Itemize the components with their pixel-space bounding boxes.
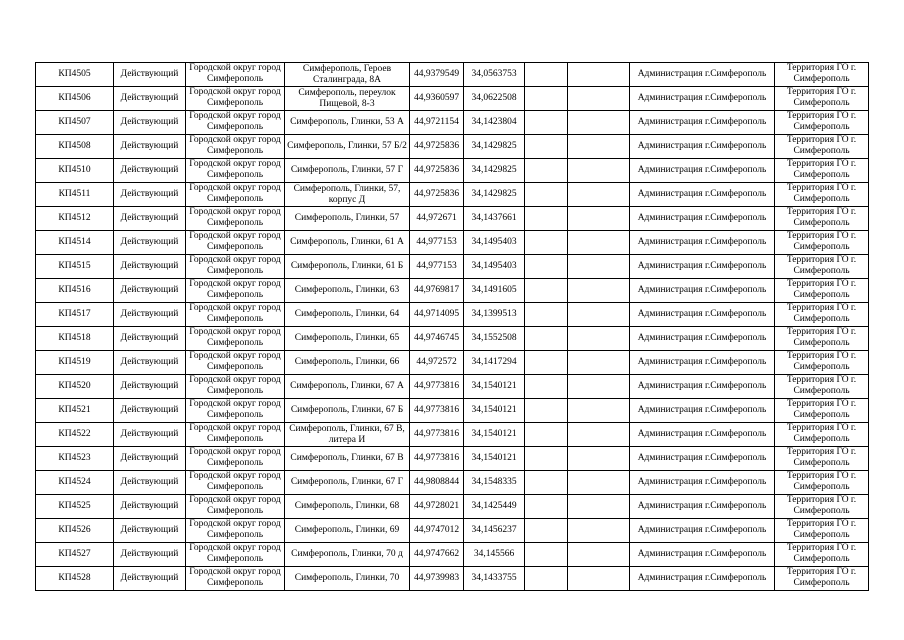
empty-cell <box>568 543 630 567</box>
address-cell: Симферополь, Глинки, 57 Г <box>285 159 410 183</box>
longitude-cell: 34,0622508 <box>464 87 525 111</box>
longitude-cell: 34,1495403 <box>464 231 525 255</box>
municipality-cell: Городской округ город Симферополь <box>186 87 285 111</box>
code-cell: КП4521 <box>36 399 114 423</box>
empty-cell <box>568 567 630 591</box>
longitude-cell: 34,1429825 <box>464 159 525 183</box>
status-cell: Действующий <box>114 447 186 471</box>
latitude-cell: 44,9725836 <box>410 135 464 159</box>
code-cell: КП4510 <box>36 159 114 183</box>
address-cell: Симферополь, Глинки, 67 Б <box>285 399 410 423</box>
code-cell: КП4524 <box>36 471 114 495</box>
address-cell: Симферополь, Глинки, 67 В, литера И <box>285 423 410 447</box>
authority-cell: Администрация г.Симферополь <box>630 447 775 471</box>
empty-cell <box>568 519 630 543</box>
empty-cell <box>525 375 568 399</box>
municipality-cell: Городской округ город Симферополь <box>186 543 285 567</box>
empty-cell <box>568 471 630 495</box>
code-cell: КП4507 <box>36 111 114 135</box>
latitude-cell: 44,9773816 <box>410 399 464 423</box>
address-cell: Симферополь, Глинки, 66 <box>285 351 410 375</box>
latitude-cell: 44,9721154 <box>410 111 464 135</box>
municipality-cell: Городской округ город Симферополь <box>186 471 285 495</box>
status-cell: Действующий <box>114 567 186 591</box>
territory-cell: Территория ГО г. Симферополь <box>775 471 869 495</box>
table-row <box>36 519 869 543</box>
address-cell: Симферополь, Глинки, 68 <box>285 495 410 519</box>
address-cell: Симферополь, Глинки, 67 Г <box>285 471 410 495</box>
municipality-cell: Городской округ город Симферополь <box>186 447 285 471</box>
table-row <box>36 111 869 135</box>
longitude-cell: 34,1548335 <box>464 471 525 495</box>
latitude-cell: 44,977153 <box>410 255 464 279</box>
table-row <box>36 567 869 591</box>
status-cell: Действующий <box>114 519 186 543</box>
code-cell: КП4512 <box>36 207 114 231</box>
municipality-cell: Городской округ город Симферополь <box>186 375 285 399</box>
authority-cell: Администрация г.Симферополь <box>630 567 775 591</box>
address-cell: Симферополь, Героев Сталинграда, 8А <box>285 63 410 87</box>
authority-cell: Администрация г.Симферополь <box>630 87 775 111</box>
territory-cell: Территория ГО г. Симферополь <box>775 159 869 183</box>
address-cell: Симферополь, Глинки, 61 А <box>285 231 410 255</box>
authority-cell: Администрация г.Симферополь <box>630 303 775 327</box>
municipality-cell: Городской округ город Симферополь <box>186 279 285 303</box>
territory-cell: Территория ГО г. Симферополь <box>775 327 869 351</box>
status-cell: Действующий <box>114 303 186 327</box>
table-row <box>36 375 869 399</box>
authority-cell: Администрация г.Симферополь <box>630 543 775 567</box>
latitude-cell: 44,972572 <box>410 351 464 375</box>
table-row <box>36 351 869 375</box>
empty-cell <box>568 375 630 399</box>
address-cell: Симферополь, Глинки, 57 Б/2 <box>285 135 410 159</box>
empty-cell <box>525 423 568 447</box>
code-cell: КП4516 <box>36 279 114 303</box>
municipality-cell: Городской округ город Симферополь <box>186 399 285 423</box>
empty-cell <box>525 471 568 495</box>
table-row <box>36 87 869 111</box>
municipality-cell: Городской округ город Симферополь <box>186 567 285 591</box>
table-row <box>36 303 869 327</box>
status-cell: Действующий <box>114 159 186 183</box>
empty-cell <box>568 231 630 255</box>
address-cell: Симферополь, Глинки, 70 д <box>285 543 410 567</box>
territory-cell: Территория ГО г. Симферополь <box>775 375 869 399</box>
latitude-cell: 44,9773816 <box>410 375 464 399</box>
empty-cell <box>525 303 568 327</box>
status-cell: Действующий <box>114 375 186 399</box>
territory-cell: Территория ГО г. Симферополь <box>775 303 869 327</box>
latitude-cell: 44,972671 <box>410 207 464 231</box>
table-row <box>36 183 869 207</box>
address-cell: Симферополь, Глинки, 57 <box>285 207 410 231</box>
empty-cell <box>568 351 630 375</box>
table-row <box>36 159 869 183</box>
authority-cell: Администрация г.Симферополь <box>630 135 775 159</box>
status-cell: Действующий <box>114 255 186 279</box>
empty-cell <box>525 63 568 87</box>
latitude-cell: 44,9773816 <box>410 447 464 471</box>
empty-cell <box>568 495 630 519</box>
registry-table <box>35 62 869 591</box>
territory-cell: Территория ГО г. Симферополь <box>775 135 869 159</box>
territory-cell: Территория ГО г. Симферополь <box>775 279 869 303</box>
latitude-cell: 44,9773816 <box>410 423 464 447</box>
territory-cell: Территория ГО г. Симферополь <box>775 351 869 375</box>
empty-cell <box>568 207 630 231</box>
authority-cell: Администрация г.Симферополь <box>630 399 775 423</box>
longitude-cell: 34,1425449 <box>464 495 525 519</box>
municipality-cell: Городской округ город Симферополь <box>186 327 285 351</box>
municipality-cell: Городской округ город Симферополь <box>186 423 285 447</box>
code-cell: КП4514 <box>36 231 114 255</box>
longitude-cell: 34,1423804 <box>464 111 525 135</box>
territory-cell: Территория ГО г. Симферополь <box>775 399 869 423</box>
table-row <box>36 471 869 495</box>
empty-cell <box>568 447 630 471</box>
municipality-cell: Городской округ город Симферополь <box>186 135 285 159</box>
latitude-cell: 44,9725836 <box>410 183 464 207</box>
longitude-cell: 34,1491605 <box>464 279 525 303</box>
code-cell: КП4519 <box>36 351 114 375</box>
status-cell: Действующий <box>114 543 186 567</box>
code-cell: КП4528 <box>36 567 114 591</box>
code-cell: КП4526 <box>36 519 114 543</box>
authority-cell: Администрация г.Симферополь <box>630 495 775 519</box>
municipality-cell: Городской округ город Симферополь <box>186 303 285 327</box>
longitude-cell: 34,1540121 <box>464 375 525 399</box>
latitude-cell: 44,9747012 <box>410 519 464 543</box>
address-cell: Симферополь, Глинки, 63 <box>285 279 410 303</box>
empty-cell <box>525 399 568 423</box>
authority-cell: Администрация г.Симферополь <box>630 63 775 87</box>
address-cell: Симферополь, Глинки, 65 <box>285 327 410 351</box>
longitude-cell: 34,1495403 <box>464 255 525 279</box>
longitude-cell: 34,1399513 <box>464 303 525 327</box>
status-cell: Действующий <box>114 231 186 255</box>
status-cell: Действующий <box>114 351 186 375</box>
latitude-cell: 44,9769817 <box>410 279 464 303</box>
empty-cell <box>525 495 568 519</box>
status-cell: Действующий <box>114 183 186 207</box>
code-cell: КП4517 <box>36 303 114 327</box>
address-cell: Симферополь, Глинки, 53 А <box>285 111 410 135</box>
status-cell: Действующий <box>114 135 186 159</box>
empty-cell <box>525 159 568 183</box>
empty-cell <box>568 111 630 135</box>
longitude-cell: 34,1540121 <box>464 423 525 447</box>
latitude-cell: 44,977153 <box>410 231 464 255</box>
longitude-cell: 34,1552508 <box>464 327 525 351</box>
address-cell: Симферополь, Глинки, 61 Б <box>285 255 410 279</box>
code-cell: КП4523 <box>36 447 114 471</box>
empty-cell <box>525 183 568 207</box>
empty-cell <box>568 399 630 423</box>
authority-cell: Администрация г.Симферополь <box>630 111 775 135</box>
longitude-cell: 34,1456237 <box>464 519 525 543</box>
longitude-cell: 34,0563753 <box>464 63 525 87</box>
longitude-cell: 34,1540121 <box>464 447 525 471</box>
municipality-cell: Городской округ город Симферополь <box>186 111 285 135</box>
empty-cell <box>525 135 568 159</box>
table-row <box>36 207 869 231</box>
table-body <box>36 63 869 591</box>
table-row <box>36 423 869 447</box>
territory-cell: Территория ГО г. Симферополь <box>775 519 869 543</box>
empty-cell <box>525 567 568 591</box>
authority-cell: Администрация г.Симферополь <box>630 207 775 231</box>
latitude-cell: 44,9728021 <box>410 495 464 519</box>
table-row <box>36 255 869 279</box>
status-cell: Действующий <box>114 279 186 303</box>
code-cell: КП4520 <box>36 375 114 399</box>
municipality-cell: Городской округ город Симферополь <box>186 183 285 207</box>
empty-cell <box>525 543 568 567</box>
municipality-cell: Городской округ город Симферополь <box>186 495 285 519</box>
latitude-cell: 44,9746745 <box>410 327 464 351</box>
table-row <box>36 279 869 303</box>
empty-cell <box>568 279 630 303</box>
authority-cell: Администрация г.Симферополь <box>630 375 775 399</box>
status-cell: Действующий <box>114 87 186 111</box>
authority-cell: Администрация г.Симферополь <box>630 519 775 543</box>
code-cell: КП4511 <box>36 183 114 207</box>
municipality-cell: Городской округ город Симферополь <box>186 255 285 279</box>
address-cell: Симферополь, переулок Пищевой, 8-3 <box>285 87 410 111</box>
authority-cell: Администрация г.Симферополь <box>630 351 775 375</box>
latitude-cell: 44,9808844 <box>410 471 464 495</box>
longitude-cell: 34,1540121 <box>464 399 525 423</box>
status-cell: Действующий <box>114 111 186 135</box>
status-cell: Действующий <box>114 327 186 351</box>
authority-cell: Администрация г.Симферополь <box>630 279 775 303</box>
empty-cell <box>568 423 630 447</box>
latitude-cell: 44,9360597 <box>410 87 464 111</box>
municipality-cell: Городской округ город Симферополь <box>186 231 285 255</box>
empty-cell <box>568 255 630 279</box>
latitude-cell: 44,9714095 <box>410 303 464 327</box>
empty-cell <box>568 87 630 111</box>
code-cell: КП4525 <box>36 495 114 519</box>
territory-cell: Территория ГО г. Симферополь <box>775 87 869 111</box>
latitude-cell: 44,9379549 <box>410 63 464 87</box>
municipality-cell: Городской округ город Симферополь <box>186 207 285 231</box>
territory-cell: Территория ГО г. Симферополь <box>775 231 869 255</box>
table-row <box>36 399 869 423</box>
address-cell: Симферополь, Глинки, 67 В <box>285 447 410 471</box>
status-cell: Действующий <box>114 471 186 495</box>
status-cell: Действующий <box>114 423 186 447</box>
address-cell: Симферополь, Глинки, 69 <box>285 519 410 543</box>
empty-cell <box>568 327 630 351</box>
table-row <box>36 231 869 255</box>
status-cell: Действующий <box>114 207 186 231</box>
empty-cell <box>525 447 568 471</box>
address-cell: Симферополь, Глинки, 67 А <box>285 375 410 399</box>
latitude-cell: 44,9747662 <box>410 543 464 567</box>
authority-cell: Администрация г.Симферополь <box>630 159 775 183</box>
authority-cell: Администрация г.Симферополь <box>630 255 775 279</box>
table-row <box>36 135 869 159</box>
empty-cell <box>525 255 568 279</box>
status-cell: Действующий <box>114 495 186 519</box>
territory-cell: Территория ГО г. Симферополь <box>775 543 869 567</box>
empty-cell <box>525 351 568 375</box>
empty-cell <box>568 135 630 159</box>
longitude-cell: 34,1429825 <box>464 183 525 207</box>
territory-cell: Территория ГО г. Симферополь <box>775 567 869 591</box>
code-cell: КП4505 <box>36 63 114 87</box>
longitude-cell: 34,1417294 <box>464 351 525 375</box>
authority-cell: Администрация г.Симферополь <box>630 423 775 447</box>
territory-cell: Территория ГО г. Симферополь <box>775 255 869 279</box>
empty-cell <box>568 183 630 207</box>
table-row <box>36 543 869 567</box>
authority-cell: Администрация г.Симферополь <box>630 471 775 495</box>
empty-cell <box>525 111 568 135</box>
empty-cell <box>525 207 568 231</box>
authority-cell: Администрация г.Симферополь <box>630 231 775 255</box>
empty-cell <box>525 87 568 111</box>
empty-cell <box>568 63 630 87</box>
territory-cell: Территория ГО г. Симферополь <box>775 495 869 519</box>
territory-cell: Территория ГО г. Симферополь <box>775 183 869 207</box>
code-cell: КП4506 <box>36 87 114 111</box>
empty-cell <box>525 519 568 543</box>
status-cell: Действующий <box>114 63 186 87</box>
longitude-cell: 34,145566 <box>464 543 525 567</box>
territory-cell: Территория ГО г. Симферополь <box>775 207 869 231</box>
authority-cell: Администрация г.Симферополь <box>630 327 775 351</box>
table-row <box>36 447 869 471</box>
empty-cell <box>568 303 630 327</box>
municipality-cell: Городской округ город Симферополь <box>186 519 285 543</box>
code-cell: КП4518 <box>36 327 114 351</box>
address-cell: Симферополь, Глинки, 64 <box>285 303 410 327</box>
authority-cell: Администрация г.Симферополь <box>630 183 775 207</box>
code-cell: КП4508 <box>36 135 114 159</box>
municipality-cell: Городской округ город Симферополь <box>186 63 285 87</box>
territory-cell: Территория ГО г. Симферополь <box>775 423 869 447</box>
code-cell: КП4515 <box>36 255 114 279</box>
status-cell: Действующий <box>114 399 186 423</box>
latitude-cell: 44,9739983 <box>410 567 464 591</box>
empty-cell <box>525 327 568 351</box>
latitude-cell: 44,9725836 <box>410 159 464 183</box>
table-row <box>36 327 869 351</box>
code-cell: КП4527 <box>36 543 114 567</box>
longitude-cell: 34,1433755 <box>464 567 525 591</box>
address-cell: Симферополь, Глинки, 57, корпус Д <box>285 183 410 207</box>
municipality-cell: Городской округ город Симферополь <box>186 351 285 375</box>
address-cell: Симферополь, Глинки, 70 <box>285 567 410 591</box>
empty-cell <box>568 159 630 183</box>
territory-cell: Территория ГО г. Симферополь <box>775 63 869 87</box>
longitude-cell: 34,1429825 <box>464 135 525 159</box>
empty-cell <box>525 279 568 303</box>
code-cell: КП4522 <box>36 423 114 447</box>
municipality-cell: Городской округ город Симферополь <box>186 159 285 183</box>
territory-cell: Территория ГО г. Симферополь <box>775 111 869 135</box>
table-row <box>36 495 869 519</box>
territory-cell: Территория ГО г. Симферополь <box>775 447 869 471</box>
table-row <box>36 63 869 87</box>
longitude-cell: 34,1437661 <box>464 207 525 231</box>
empty-cell <box>525 231 568 255</box>
